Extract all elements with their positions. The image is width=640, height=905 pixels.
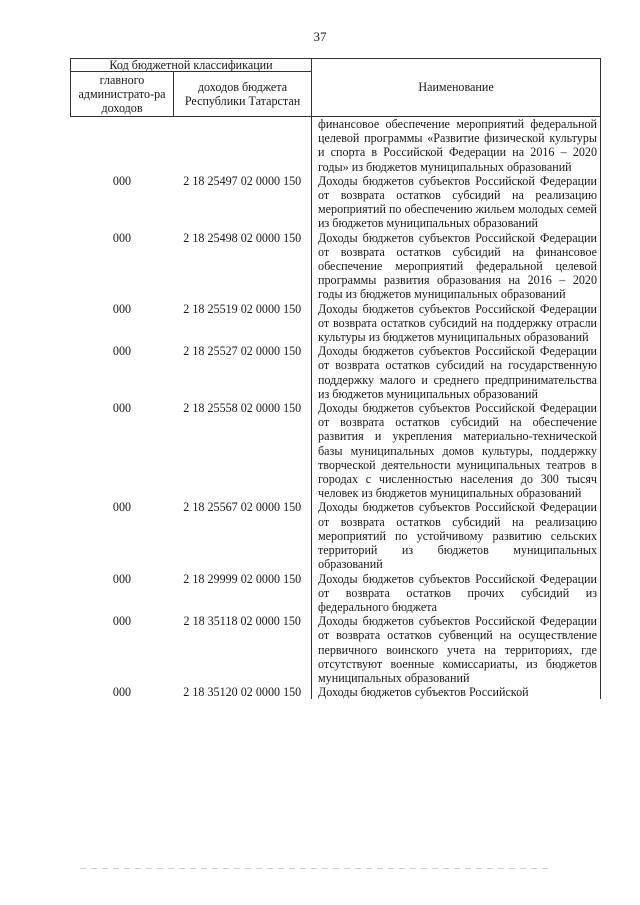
budget-code-cell: 2 18 25527 02 0000 150 [183, 344, 302, 359]
table-row [71, 174, 601, 231]
budget-code-cell: 2 18 25567 02 0000 150 [183, 500, 302, 515]
name-cell: Доходы бюджетов субъектов Российской [312, 685, 601, 699]
admin-code-cell [71, 117, 174, 174]
budget-code-cell: 2 18 25498 02 0000 150 [183, 230, 302, 245]
name-cell: Доходы бюджетов субъектов Российской Федерации от возврата остатков субсидий на обеспечение развития и укрепления материально-технической базы муниципальных домов культуры, поддержку творческой деятельности муниципальных театров в городах с численностью населения до 300 тысяч человек из бюджетов муниципальных образований [312, 401, 601, 500]
admin-code-cell: 000 [112, 571, 132, 586]
table-row [71, 344, 601, 401]
budget-code-cell [174, 117, 312, 174]
table-row [71, 231, 601, 302]
scan-edge-mark [80, 868, 550, 869]
table-header [71, 59, 601, 117]
budget-classification-table [70, 58, 601, 699]
header-name: Наименование [312, 59, 601, 117]
name-cell: финансовое обеспечение мероприятий федеральной целевой программы «Развитие физической культуры и спорта в Российской Федерации на 2016 – 2020 годы» из бюджетов муниципальных образований [312, 117, 601, 174]
budget-code-cell: 2 18 29999 02 0000 150 [183, 571, 302, 586]
page-number: 37 [313, 29, 327, 44]
admin-code-cell: 000 [112, 685, 132, 700]
table-row [71, 572, 601, 615]
budget-code-cell: 2 18 25497 02 0000 150 [183, 173, 302, 188]
budget-code-cell: 2 18 25558 02 0000 150 [183, 401, 302, 416]
admin-code-cell: 000 [112, 173, 132, 188]
header-admin-column: главного администрато-ра доходов [71, 72, 174, 117]
table-row [71, 500, 601, 571]
name-cell: Доходы бюджетов субъектов Российской Федерации от возврата остатков прочих субсидий из федерального бюджета [312, 572, 601, 615]
table-body [71, 117, 601, 700]
admin-code-cell: 000 [112, 301, 132, 316]
budget-code-cell: 2 18 35120 02 0000 150 [183, 685, 302, 700]
table-row [71, 614, 601, 685]
table-row [71, 302, 601, 345]
admin-code-cell: 000 [112, 230, 132, 245]
admin-code-cell: 000 [112, 500, 132, 515]
name-cell: Доходы бюджетов субъектов Российской Федерации от возврата остатков субсидий на государственную поддержку малого и среднего предпринимательства из бюджетов муниципальных образований [312, 344, 601, 401]
name-cell: Доходы бюджетов субъектов Российской Федерации от возврата остатков субсидий на поддержку отрасли культуры из бюджетов муниципальных образований [312, 302, 601, 345]
budget-code-cell: 2 18 25519 02 0000 150 [183, 301, 302, 316]
admin-code-cell: 000 [112, 614, 132, 629]
header-classification-code: Код бюджетной классификации [71, 59, 312, 72]
table-row [71, 685, 601, 699]
budget-code-cell: 2 18 35118 02 0000 150 [183, 614, 301, 629]
name-cell: Доходы бюджетов субъектов Российской Федерации от возврата остатков субсидий на реализацию мероприятий по устойчивому развитию сельских территорий из бюджетов муниципальных образований [312, 500, 601, 571]
name-cell: Доходы бюджетов субъектов Российской Федерации от возврата остатков субсидий на реализацию мероприятий по обеспечению жильем молодых семей из бюджетов муниципальных образований [312, 174, 601, 231]
admin-code-cell: 000 [112, 344, 132, 359]
table-row-continuation [71, 117, 601, 174]
header-code-column: доходов бюджета Республики Татарстан [174, 72, 312, 117]
table-row [71, 401, 601, 500]
name-cell: Доходы бюджетов субъектов Российской Федерации от возврата остатков субсидий на финансовое обеспечение мероприятий федеральной целевой программы развития образования на 2016 – 2020 годы из бюджетов муниципальных образований [312, 231, 601, 302]
admin-code-cell: 000 [112, 401, 132, 416]
name-cell: Доходы бюджетов субъектов Российской Федерации от возврата остатков субвенций на осуществление первичного воинского учета на территориях, где отсутствуют военные комиссариаты, из бюджетов муниципальных образований [312, 614, 601, 685]
